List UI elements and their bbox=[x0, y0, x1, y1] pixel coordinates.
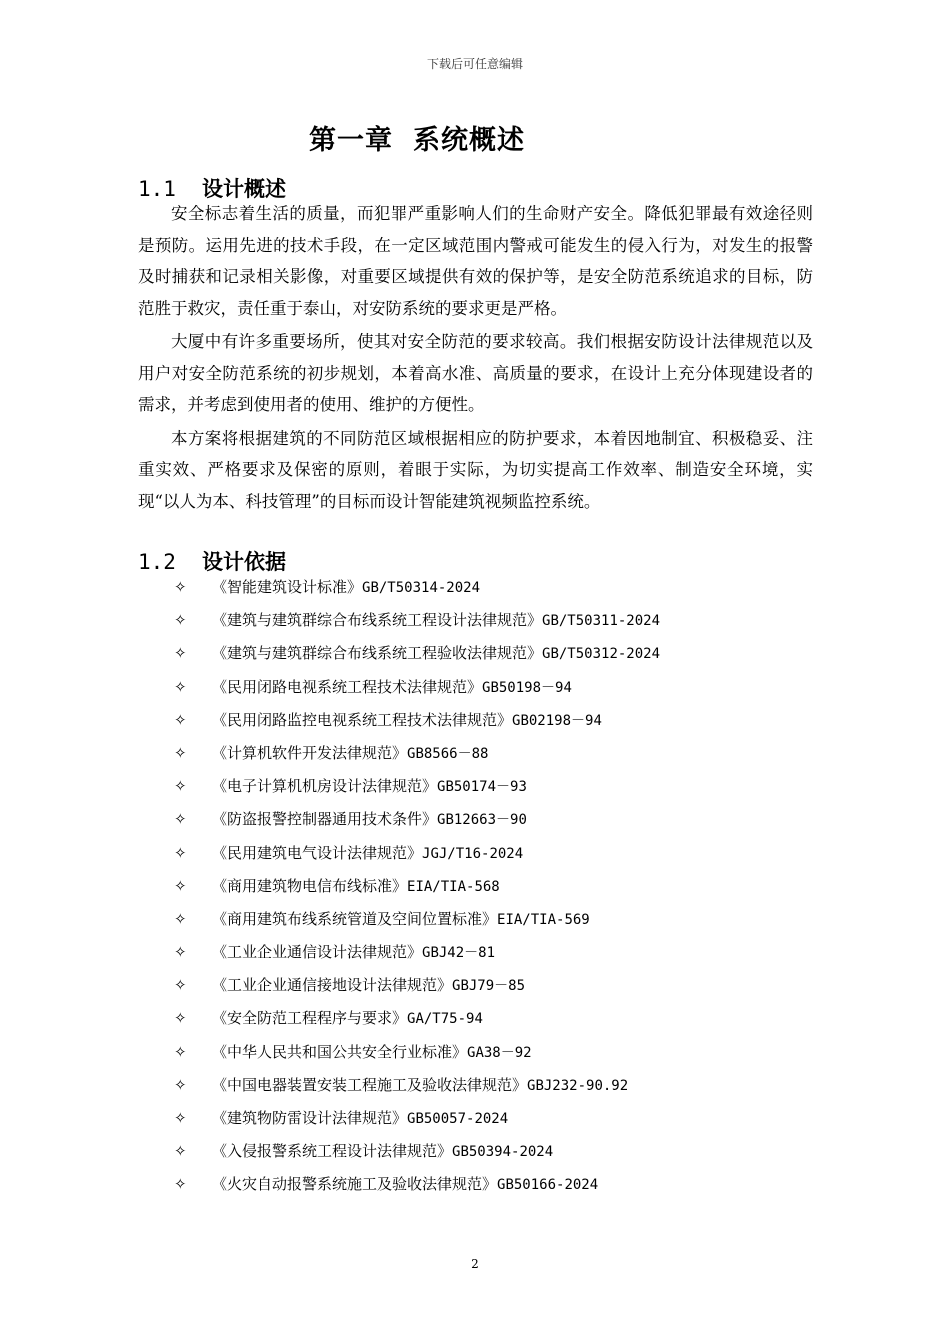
reference-item bbox=[174, 1135, 794, 1168]
reference-code: EIA/TIA-568 bbox=[407, 878, 500, 895]
reference-title: 《中华人民共和国公共安全行业标准》 bbox=[212, 1042, 468, 1061]
reference-code: GB50166-2024 bbox=[497, 1177, 599, 1194]
reference-code: GB50198－94 bbox=[482, 679, 572, 696]
header-note: 下载后可任意编辑 bbox=[426, 57, 523, 71]
section-title: 设计概述 bbox=[202, 177, 286, 201]
diamond-bullet-icon: ✧ bbox=[174, 909, 187, 928]
reference-item bbox=[174, 803, 794, 836]
reference-title: 《智能建筑设计标准》 bbox=[212, 578, 363, 596]
diamond-bullet-icon: ✧ bbox=[174, 1109, 187, 1127]
diamond-bullet-icon: ✧ bbox=[174, 1175, 187, 1194]
reference-title: 《民用建筑电气设计法律规范》 bbox=[212, 843, 423, 862]
reference-code: JGJ/T16-2024 bbox=[422, 845, 524, 862]
diamond-bullet-icon: ✧ bbox=[174, 1075, 187, 1094]
reference-code: GB02198－94 bbox=[512, 712, 602, 729]
reference-item bbox=[174, 770, 794, 803]
reference-item bbox=[174, 903, 794, 936]
reference-code: GB/T50314-2024 bbox=[362, 580, 481, 596]
reference-title: 《商用建筑物电信布线标准》 bbox=[212, 876, 408, 895]
section-number: 1.2 bbox=[138, 550, 176, 574]
paragraph: 大厦中有许多重要场所，使其对安全防范的要求较高。我们根据安防设计法律规范以及用户对安全防范系统的初步规划，本着高水准、高质量的要求，在设计上充分体现建设者的需求，并考虑到使用者的使用、维护的方便性。 bbox=[138, 332, 813, 414]
reference-list bbox=[174, 571, 794, 1202]
reference-title: 《入侵报警系统工程设计法律规范》 bbox=[212, 1142, 453, 1161]
reference-item bbox=[174, 1168, 794, 1201]
reference-item bbox=[174, 1102, 794, 1135]
diamond-bullet-icon: ✧ bbox=[174, 578, 187, 596]
page-number: 2 bbox=[471, 1257, 479, 1271]
reference-code: GA/T75-94 bbox=[407, 1011, 483, 1028]
reference-code: GBJ79－85 bbox=[452, 978, 526, 995]
reference-item bbox=[174, 571, 794, 604]
reference-code: GB/T50312-2024 bbox=[542, 646, 661, 663]
reference-item bbox=[174, 1036, 794, 1069]
reference-code: GB50394-2024 bbox=[452, 1144, 554, 1161]
reference-title: 《建筑与建筑群综合布线系统工程设计法律规范》 bbox=[212, 611, 543, 630]
reference-code: GB/T50311-2024 bbox=[542, 613, 661, 630]
chapter-title bbox=[0, 118, 834, 157]
reference-item bbox=[174, 969, 794, 1002]
reference-code: GB8566－88 bbox=[407, 745, 489, 762]
reference-title: 《计算机软件开发法律规范》 bbox=[212, 743, 408, 762]
diamond-bullet-icon: ✧ bbox=[174, 943, 187, 962]
reference-item bbox=[174, 1069, 794, 1102]
reference-code: GA38－92 bbox=[467, 1044, 532, 1061]
diamond-bullet-icon: ✧ bbox=[174, 1009, 187, 1028]
reference-title: 《民用闭路电视系统工程技术法律规范》 bbox=[212, 677, 483, 696]
reference-title: 《工业企业通信接地设计法律规范》 bbox=[212, 976, 453, 995]
reference-title: 《工业企业通信设计法律规范》 bbox=[212, 943, 423, 962]
diamond-bullet-icon: ✧ bbox=[174, 611, 187, 630]
diamond-bullet-icon: ✧ bbox=[174, 743, 187, 762]
reference-code: GB12663－90 bbox=[437, 812, 527, 829]
reference-item bbox=[174, 637, 794, 670]
diamond-bullet-icon: ✧ bbox=[174, 677, 187, 696]
paragraph: 本方案将根据建筑的不同防范区域根据相应的防护要求，本着因地制宜、积极稳妥、注重实效、严格要求及保密的原则，着眼于实际，为切实提高工作效率、制造安全环境，实现“以人为本、科技管理”的目标而设计智能建筑视频监控系统。 bbox=[138, 428, 813, 511]
chapter-name: 系统概述 bbox=[413, 125, 525, 156]
diamond-bullet-icon: ✧ bbox=[174, 1042, 187, 1061]
diamond-bullet-icon: ✧ bbox=[174, 876, 187, 895]
diamond-bullet-icon: ✧ bbox=[174, 777, 187, 796]
reference-code: GB50174－93 bbox=[437, 779, 527, 796]
reference-code: GBJ42－81 bbox=[422, 945, 496, 962]
section-title: 设计依据 bbox=[202, 550, 286, 574]
reference-title: 《建筑与建筑群综合布线系统工程验收法律规范》 bbox=[212, 644, 543, 663]
reference-item bbox=[174, 936, 794, 969]
reference-title: 《建筑物防雷设计法律规范》 bbox=[212, 1109, 408, 1127]
reference-item bbox=[174, 870, 794, 903]
diamond-bullet-icon: ✧ bbox=[174, 710, 187, 729]
diamond-bullet-icon: ✧ bbox=[174, 843, 187, 862]
diamond-bullet-icon: ✧ bbox=[174, 810, 187, 829]
reference-item bbox=[174, 837, 794, 870]
reference-item bbox=[174, 604, 794, 637]
section-body-design-overview bbox=[138, 198, 813, 519]
reference-title: 《安全防范工程程序与要求》 bbox=[212, 1009, 408, 1028]
section-number: 1.1 bbox=[138, 177, 176, 201]
reference-title: 《电子计算机机房设计法律规范》 bbox=[212, 777, 438, 796]
reference-title: 《商用建筑布线系统管道及空间位置标准》 bbox=[212, 909, 498, 928]
reference-title: 《民用闭路监控电视系统工程技术法律规范》 bbox=[212, 710, 513, 729]
reference-title: 《中国电器装置安装工程施工及验收法律规范》 bbox=[212, 1075, 528, 1094]
reference-code: EIA/TIA-569 bbox=[497, 911, 590, 928]
diamond-bullet-icon: ✧ bbox=[174, 644, 187, 663]
diamond-bullet-icon: ✧ bbox=[174, 1142, 187, 1161]
diamond-bullet-icon: ✧ bbox=[174, 976, 187, 995]
reference-code: GBJ232-90.92 bbox=[527, 1077, 629, 1094]
reference-item bbox=[174, 704, 794, 737]
reference-item bbox=[174, 1002, 794, 1035]
paragraph: 安全标志着生活的质量，而犯罪严重影响人们的生命财产安全。降低犯罪最有效途径则是预防。运用先进的技术手段，在一定区域范围内警戒可能发生的侵入行为，对发生的报警及时捕获和记录相关影像，对重要区域提供有效的保护等，是安全防范系统追求的目标，防范胜于救灾，责任重于泰山，对安防系统的要求更是严格。 bbox=[138, 204, 813, 318]
reference-title: 《火灾自动报警系统施工及验收法律规范》 bbox=[212, 1175, 498, 1194]
reference-code: GB50057-2024 bbox=[407, 1111, 509, 1127]
chapter-number: 第一章 bbox=[309, 125, 393, 156]
reference-title: 《防盗报警控制器通用技术条件》 bbox=[212, 810, 438, 829]
reference-item bbox=[174, 671, 794, 704]
reference-item bbox=[174, 737, 794, 770]
